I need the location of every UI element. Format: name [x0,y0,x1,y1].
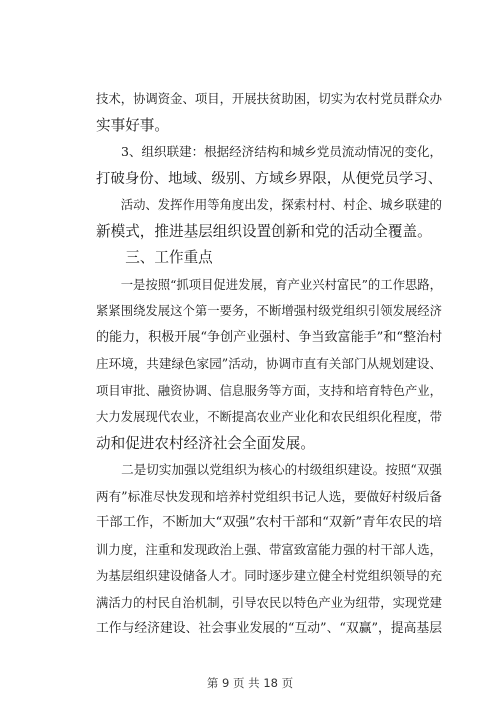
text-line: 紧紧围绕发展这个第一要务，不断增强村级党组织引领发展经济 [96,304,442,318]
text-line: 庄环境，共建绿色家园”活动，协调市直有关部门从规划建设、 [96,356,442,371]
text-line: 工作与经济建设、社会事业发展的“互动”、“双赢”，提高基层 [96,621,442,636]
text-line: 技术，协调资金、项目，开展扶贫助困，切实为农村党员群众办 [96,92,442,106]
page-number-footer: 第 9 页 共 18 页 [206,676,294,690]
text-line: 实事好事。 [96,116,169,134]
text-line: 活动、发挥作用等角度出发，探索村村、村企、城乡联建的 [96,198,442,212]
text-line: 干部工作，不断加大“双强”农村干部和“双新”青年农民的培 [96,515,442,530]
body-text [96,86,442,643]
text-line: 二是切实加强以党组织为核心的村级组织建设。按照“双强 [96,462,442,477]
text-line: 为基层组织建设储备人才。同时逐步建立健全村党组织领导的充 [96,569,442,583]
text-line: 训力度，注重和发现政治上强、带富致富能力强的村干部人选， [96,542,442,557]
text-line: 3、组织联建：根据经济结构和城乡党员流动情况的变化， [96,144,442,159]
text-line: 三、工作重点 [96,249,213,266]
text-line: 动和促进农村经济社会全面发展。 [96,434,315,452]
text-line: 的能力，积极开展“争创产业强村、争当致富能手”和“整治村 [96,329,443,345]
text-line: 新模式，推进基层组织设置创新和党的活动全覆盖。 [96,222,432,240]
text-line: 两有”标准尽快发现和培养村党组织书记人选，要做好村级后备 [96,488,442,504]
text-line: 满活力的村民自治机制，引导农民以特色产业为纽带，实现党建 [96,595,442,610]
text-line: 大力发展现代农业，不断提高农业产业化和农民组织化程度，带 [96,410,442,424]
text-line: 一是按照“抓项目促进发展，育产业兴村富民”的工作思路， [96,277,442,292]
text-line: 项目审批、融资协调、信息服务等方面，支持和培育特色产业， [96,383,442,398]
text-line: 打破身份、地域、级别、方域乡界限，从便党员学习、 [96,170,443,187]
